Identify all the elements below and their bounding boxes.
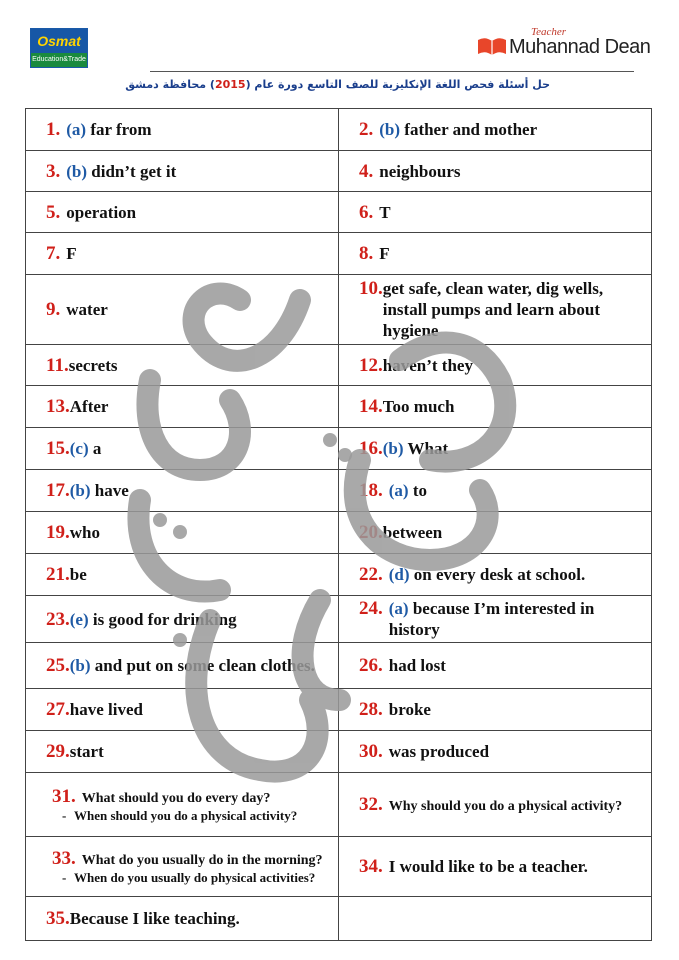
answer-cell-6: [339, 192, 652, 233]
osmat-logo-tagline: Education&Trade: [31, 53, 87, 67]
answer-number: 8.: [359, 243, 374, 264]
answer-option: (a): [66, 120, 87, 139]
answer-cell-7: [26, 233, 339, 275]
answer-table: [25, 108, 652, 941]
answer-text: neighbours: [379, 161, 461, 181]
answer-cell-33: 33. What do you usually do in the morning? - When do you usually do physical activities?: [26, 837, 339, 897]
answer-text: was produced: [388, 742, 490, 761]
table-row: [26, 554, 652, 596]
answer-text: because I’m interested in history: [388, 599, 595, 639]
answer-text: had lost: [388, 656, 446, 675]
answer-text: didn’t get it: [91, 161, 177, 181]
answer-number: 27.: [46, 699, 70, 720]
answer-option: (a): [388, 481, 409, 500]
answer-text: have lived: [69, 700, 143, 719]
answer-text: and put on some clean clothes.: [94, 656, 315, 675]
answer-option: (e): [69, 609, 89, 629]
answer-cell-34: [339, 837, 652, 897]
answer-number: 31.: [52, 785, 76, 807]
answer-text: broke: [388, 700, 431, 719]
header-divider: [150, 71, 634, 72]
answer-text: water: [66, 300, 108, 319]
answer-number: 13.: [46, 396, 70, 417]
answer-cell-20: [339, 512, 652, 554]
answer-number: 2.: [359, 119, 374, 140]
answer-cell-17: [26, 470, 339, 512]
answer-cell-16: [339, 428, 652, 470]
answer-cell-18: [339, 470, 652, 512]
answer-text: get safe, clean water, dig wells, install pumps and learn about hygiene: [382, 279, 604, 340]
answer-cell-32: [339, 773, 652, 837]
answer-number: 24.: [359, 598, 383, 619]
answer-number: 19.: [46, 522, 70, 543]
answer-cell-13: [26, 386, 339, 428]
answer-number: 34.: [359, 856, 383, 877]
answer-option: (b): [379, 120, 401, 139]
answer-option: (c): [69, 439, 89, 458]
answer-number: 30.: [359, 741, 383, 762]
answer-cell-31: 31. What should you do every day? - When should you do a physical activity?: [26, 773, 339, 837]
answer-cell-10: [339, 275, 652, 345]
answer-number: 1.: [46, 119, 61, 140]
answer-cell-4: [339, 151, 652, 192]
table-row: [26, 596, 652, 643]
answer-number: 28.: [359, 699, 383, 720]
osmat-logo-brand: Osmat: [31, 29, 87, 53]
answer-cell-5: [26, 192, 339, 233]
answer-cell-22: [339, 554, 652, 596]
answer-number: 35.: [46, 908, 70, 929]
answer-cell-14: [339, 386, 652, 428]
answer-option: (b): [69, 481, 91, 500]
answer-option: (a): [388, 599, 409, 618]
table-row: [26, 109, 652, 151]
answer-text: Why should you do a physical activity?: [388, 798, 623, 814]
answer-cell-35: [26, 897, 339, 941]
answer-cell-26: [339, 643, 652, 689]
answer-text: Too much: [382, 397, 455, 416]
answer-text: on every desk at school.: [413, 565, 586, 584]
answer-number: 9.: [46, 299, 61, 320]
table-row: [26, 643, 652, 689]
answer-number: 26.: [359, 655, 383, 676]
answer-cell-2: [339, 109, 652, 151]
answer-text: far from: [90, 120, 152, 139]
empty-cell: [339, 897, 652, 941]
answer-cell-25: [26, 643, 339, 689]
answer-cell-15: [26, 428, 339, 470]
table-row: [26, 837, 652, 897]
answer-text: secrets: [68, 355, 118, 375]
answer-number: 18.: [359, 480, 383, 501]
answer-text: start: [69, 742, 104, 761]
table-row: [26, 386, 652, 428]
answer-text: be: [69, 565, 87, 584]
answer-number: 20.: [359, 522, 383, 543]
page-subtitle: [125, 78, 550, 91]
answer-cell-27: [26, 689, 339, 731]
answer-cell-1: [26, 109, 339, 151]
answer-number: 16.: [359, 438, 383, 459]
table-row: [26, 192, 652, 233]
answer-number: 4.: [359, 160, 374, 182]
osmat-logo: [30, 28, 88, 68]
answer-text: father and mother: [404, 120, 538, 139]
teacher-logo-name: Muhannad Dean: [509, 36, 651, 58]
answer-text: Because I like teaching.: [69, 909, 240, 928]
answer-text: have: [94, 481, 129, 500]
table-row: [26, 731, 652, 773]
answer-cell-11: [26, 345, 339, 386]
answer-text: After: [69, 397, 109, 416]
answer-text: F: [379, 244, 390, 263]
teacher-logo: [477, 26, 651, 64]
table-row: [26, 428, 652, 470]
answer-text: What should you do every day?: [81, 790, 271, 806]
answer-cell-28: [339, 689, 652, 731]
answer-number: 17.: [46, 480, 70, 501]
subtitle-text-end: ) محافظة دمشق: [125, 78, 215, 91]
answer-number: 14.: [359, 396, 383, 417]
answer-subtext: When should you do a physical activity?: [74, 807, 298, 823]
answer-number: 21.: [46, 564, 70, 585]
answer-cell-19: [26, 512, 339, 554]
answer-cell-23: [26, 596, 339, 643]
answer-cell-21: [26, 554, 339, 596]
answer-number: 32.: [359, 793, 383, 815]
answer-cell-30: [339, 731, 652, 773]
answer-cell-8: [339, 233, 652, 275]
answer-text: I would like to be a teacher.: [388, 857, 588, 876]
answer-cell-24: [339, 596, 652, 643]
answer-option: (b): [382, 439, 404, 458]
answer-option: (b): [69, 656, 91, 675]
answer-text: operation: [66, 202, 137, 222]
answer-cell-12: [339, 345, 652, 386]
table-row: [26, 897, 652, 941]
answer-number: 10.: [359, 278, 383, 299]
subtitle-text-start: حل أسئلة فحص اللغة الإنكليزية للصف التاسع دورة عام (: [245, 78, 550, 91]
answer-cell-3: [26, 151, 339, 192]
table-row: [26, 773, 652, 837]
answer-text: who: [69, 523, 100, 542]
answer-text: haven’t they: [382, 355, 473, 375]
answer-text: a: [92, 439, 102, 458]
answer-text: between: [382, 523, 443, 542]
answer-number: 29.: [46, 741, 70, 762]
answer-number: 5.: [46, 201, 61, 223]
answer-text: What: [407, 439, 449, 458]
answer-number: 11.: [46, 354, 69, 376]
table-row: [26, 345, 652, 386]
answer-option: (d): [388, 565, 410, 584]
table-row: [26, 512, 652, 554]
answer-option: (b): [66, 161, 88, 181]
answer-number: 6.: [359, 201, 374, 223]
answer-subtext: When do you usually do physical activities?: [74, 869, 316, 885]
open-book-icon: [477, 36, 507, 56]
answer-text: What do you usually do in the morning?: [81, 852, 323, 868]
answer-number: 25.: [46, 655, 70, 676]
answer-text: T: [379, 202, 391, 222]
teacher-logo-prefix: Teacher: [531, 26, 567, 38]
answer-number: 23.: [46, 608, 70, 630]
table-row: [26, 470, 652, 512]
answer-number: 7.: [46, 243, 61, 264]
answer-cell-9: [26, 275, 339, 345]
table-row: [26, 151, 652, 192]
table-row: [26, 275, 652, 345]
subtitle-year: 2015: [214, 78, 246, 91]
table-row: [26, 233, 652, 275]
answer-number: 22.: [359, 564, 383, 585]
table-row: [26, 689, 652, 731]
answer-number: 33.: [52, 847, 76, 869]
answer-number: 12.: [359, 354, 383, 376]
answer-number: 3.: [46, 160, 61, 182]
answer-text: to: [412, 481, 427, 500]
answer-cell-29: [26, 731, 339, 773]
answer-text: F: [66, 244, 77, 263]
answer-text: is good for drinking: [92, 609, 237, 629]
answer-number: 15.: [46, 438, 70, 459]
